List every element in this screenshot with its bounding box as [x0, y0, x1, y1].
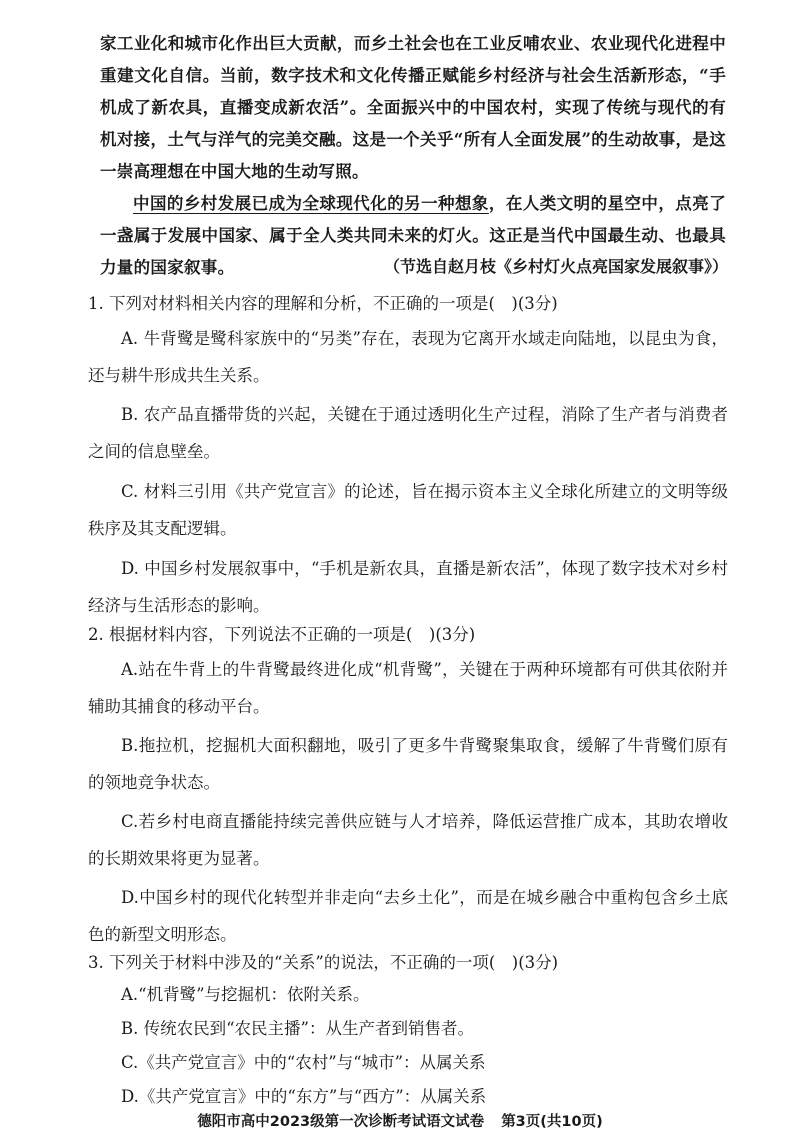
- question-2-option-a: A.站在牛背上的牛背鹭最终进化成“机背鹭”，关键在于两种环境都有可供其依附并辅助其捕食的移动平台。: [88, 660, 728, 716]
- source-citation: （节选自赵月枝《乡村灯火点亮国家发展叙事》）: [383, 257, 728, 276]
- question-1-option-a: A. 牛背鹭是鹭科家族中的“另类”存在，表现为它离开水域走向陆地，以昆虫为食，还与耕牛形成共生关系。: [88, 329, 728, 385]
- question-3-option-b: B. 传统农民到“农民主播”：从生产者到销售者。: [121, 1019, 474, 1038]
- paragraph-2-rest: ，在人类文明的星空中，点亮了一盏属于发展中国家、属于全人类共同未来的灯火。这正是当代中国最生动、也最具力量的国家叙事。: [100, 194, 726, 277]
- question-2-option-b: B.拖拉机，挖掘机大面积翻地，吸引了更多牛背鹭聚集取食，缓解了牛背鹭们原有的领地竞争状态。: [88, 736, 728, 792]
- question-1-stem: 1. 下列对材料相关内容的理解和分析，不正确的一项是( )(3分): [88, 294, 558, 313]
- page-number: 第3页(共10页): [501, 1114, 603, 1130]
- page-footer: [0, 1110, 800, 1131]
- passage-paragraph-1: 家工业化和城市化作出巨大贡献，而乡土社会也在工业反哺农业、农业现代化进程中重建文化自信。当前，数字技术和文化传播正赋能乡村经济与社会生活新形态，“手机成了新农具，直播变成新农活”。全面振兴中的中国农村，实现了传统与现代的有机对接，土气与洋气的完美交融。这是一个关乎“所有人全面发展”的生动故事，是这一崇高理想在中国大地的生动写照。: [100, 34, 726, 181]
- question-1-option-b: B. 农产品直播带货的兴起，关键在于通过透明化生产过程，消除了生产者与消费者之间的信息壁垒。: [88, 405, 728, 461]
- question-2-option-c: C.若乡村电商直播能持续完善供应链与人才培养，降低运营推广成本，其助农增收的长期效果将更为显著。: [88, 812, 728, 868]
- exam-title: 德阳市高中2023级第一次诊断考试语文试卷: [197, 1114, 485, 1130]
- underlined-sentence: 中国的乡村发展已成为全球现代化的另一种想象: [133, 194, 489, 213]
- question-3-option-c: C.《共产党宣言》中的“农村”与“城市”：从属关系: [121, 1053, 486, 1072]
- question-2-stem: 2. 根据材料内容，下列说法不正确的一项是( )(3分): [88, 625, 476, 644]
- question-2-option-d: D.中国乡村的现代化转型并非走向“去乡土化”，而是在城乡融合中重构包含乡土底色的新型文明形态。: [88, 888, 728, 944]
- question-1-option-c: C. 材料三引用《共产党宣言》的论述，旨在揭示资本主义全球化所建立的文明等级秩序及其支配逻辑。: [88, 482, 728, 538]
- question-1-option-d: D. 中国乡村发展叙事中，“手机是新农具，直播是新农活”，体现了数字技术对乡村经济与生活形态的影响。: [88, 559, 728, 615]
- question-3-option-a: A.“机背鹭”与挖掘机：依附关系。: [121, 985, 370, 1004]
- question-3-stem: 3. 下列关于材料中涉及的“关系”的说法，不正确的一项( )(3分): [88, 953, 559, 972]
- question-3-option-d: D.《共产党宣言》中的“东方”与“西方”：从属关系: [121, 1087, 487, 1106]
